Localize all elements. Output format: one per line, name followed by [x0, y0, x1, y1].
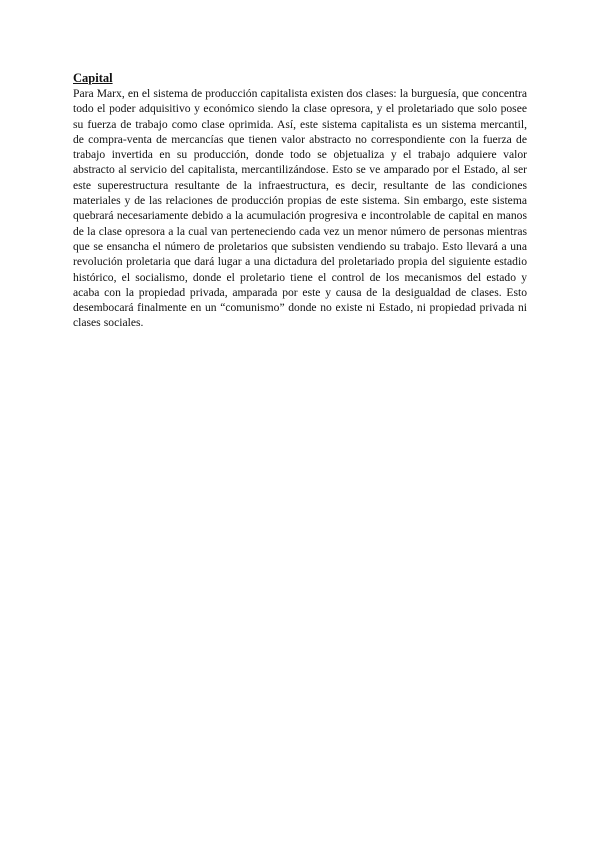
document-content	[73, 71, 527, 331]
section-heading: Capital	[73, 71, 113, 85]
body-paragraph: Para Marx, en el sistema de producción capitalista existen dos clases: la burguesía, que concentra todo el poder adquisitivo y económico siendo la clase opresora, y el proletariado que solo posee su fuerza de trabajo como clase oprimida. Así, este sistema capitalista es un sistema mercantil, de compra-venta de mercancías que tienen valor abstracto no correspondiente con la fuerza de trabajo invertida en su producción, donde todo se objetualiza y el trabajo adquiere valor abstracto al servicio del capitalista, mercantilizándose. Esto se ve amparado por el Estado, al ser este superestructura resultante de la infraestructura, es decir, resultante de las condiciones materiales y de las relaciones de producción propias de este sistema. Sin embargo, este sistema quebrará necesariamente debido a la acumulación progresiva e incontrolable de capital en manos de la clase opresora a la cual van perteneciendo cada vez un menor número de personas mientras que se ensancha el número de proletarios que subsisten vendiendo su trabajo. Esto llevará a una revolución proletaria que dará lugar a una dictadura del proletariado propia del siguiente estadio histórico, el socialismo, donde el proletario tiene el control de los mecanismos del estado y acaba con la propiedad privada, amparada por este y causa de la desigualdad de clases. Esto desembocará finalmente en un “comunismo” donde no existe ni Estado, ni propiedad privada ni clases sociales.	[73, 87, 527, 330]
